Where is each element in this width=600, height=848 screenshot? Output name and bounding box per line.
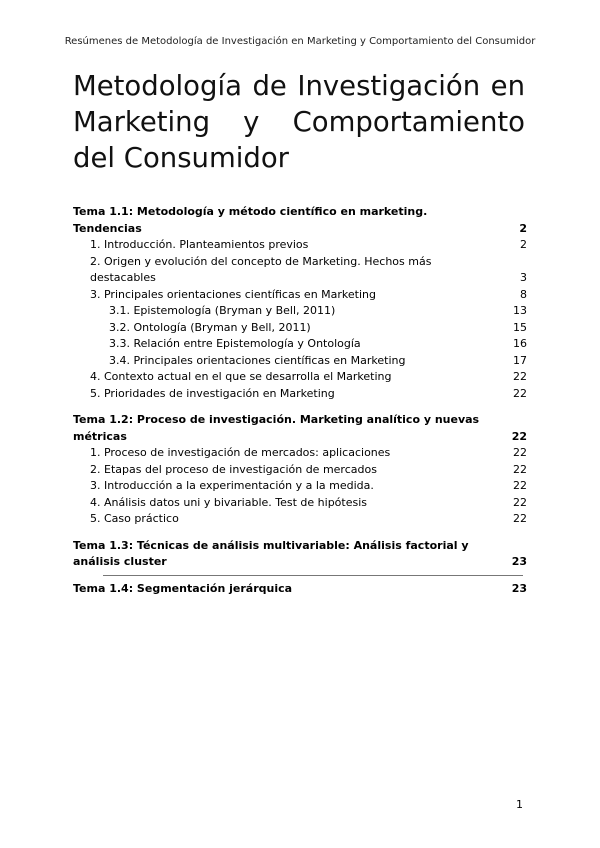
- toc-entry-page: 15: [513, 320, 527, 334]
- toc-entry-page: 22: [513, 495, 527, 509]
- toc-entry-label: 4. Análisis datos uni y bivariable. Test de hipótesis: [90, 495, 368, 509]
- toc-entry[interactable]: [73, 462, 527, 479]
- toc-entry-page: 22: [513, 386, 527, 400]
- toc-entry[interactable]: [73, 353, 527, 370]
- toc-entry-page: 22: [513, 446, 527, 459]
- toc-entry[interactable]: [73, 287, 527, 304]
- toc-entry-label: Tema 1.4: Segmentación jerárquica: [73, 581, 293, 595]
- toc-entry[interactable]: [73, 495, 527, 512]
- toc-entry-label: 3.2. Ontología (Bryman y Bell, 2011): [109, 320, 311, 334]
- toc-entry-page: 2: [519, 221, 527, 235]
- toc-entry[interactable]: [73, 386, 527, 403]
- toc-entry[interactable]: [73, 336, 527, 353]
- toc-entry-page: 23: [511, 555, 527, 568]
- running-header: Resúmenes de Metodología de Investigación en Marketing y Comportamiento del Consumidor: [64, 36, 536, 47]
- toc-entry-page: 2: [520, 238, 527, 251]
- toc-entry-label: 1. Introducción. Planteamientos previos: [90, 238, 309, 251]
- toc-entry-label: 2. Origen y evolución del concepto de Marketing. Hechos más destacables: [90, 254, 432, 284]
- toc-entry-page: 3: [520, 271, 527, 284]
- toc-entry-page: 22: [513, 479, 527, 492]
- toc-entry-label: 5. Prioridades de investigación en Marketing: [90, 386, 335, 400]
- toc-entry-label: 3.3. Relación entre Epistemología y Ontología: [109, 337, 361, 350]
- toc-entry-label: 3.1. Epistemología (Bryman y Bell, 2011): [109, 304, 336, 317]
- toc-entry-label: Tema 1.3: Técnicas de análisis multivariable: Análisis factorial y análisis cluster: [73, 538, 469, 568]
- toc-section-entry[interactable]: [73, 538, 527, 571]
- toc-entry[interactable]: [73, 237, 527, 254]
- toc-entry-label: 2. Etapas del proceso de investigación de mercados: [90, 462, 377, 476]
- toc-entry-label: 4. Contexto actual en el que se desarrolla el Marketing: [90, 370, 392, 383]
- toc-section-entry[interactable]: [73, 412, 527, 445]
- toc-entry[interactable]: [73, 303, 527, 320]
- toc-entry-label: 3. Introducción a la experimentación y a la medida.: [90, 479, 374, 492]
- toc-entry-label: Tema 1.2: Proceso de investigación. Marketing analítico y nuevas métricas: [73, 413, 480, 443]
- toc-entry-page: 13: [513, 304, 527, 317]
- table-of-contents: [73, 204, 527, 597]
- toc-entry-label: 3. Principales orientaciones científicas en Marketing: [90, 287, 376, 301]
- toc-entry-page: 22: [511, 429, 527, 443]
- toc-entry-label: 5. Caso práctico: [90, 512, 179, 525]
- toc-entry-page: 22: [513, 370, 527, 383]
- toc-entry-page: 17: [513, 353, 527, 367]
- toc-entry[interactable]: [73, 254, 527, 287]
- toc-entry-label: 1. Proceso de investigación de mercados: aplicaciones: [90, 446, 391, 459]
- divider: [103, 575, 523, 576]
- toc-entry[interactable]: [73, 511, 527, 528]
- toc-entry-page: 16: [513, 337, 527, 350]
- toc-entry[interactable]: [73, 320, 527, 337]
- toc-section-entry[interactable]: [73, 204, 527, 237]
- toc-entry-label: 3.4. Principales orientaciones científicas en Marketing: [109, 353, 406, 367]
- toc-entry-page: 22: [513, 462, 527, 476]
- document-title: Metodología de Investigación en Marketing y Comportamiento del Consumidor: [73, 70, 525, 174]
- page-number: 1: [516, 798, 523, 811]
- toc-entry-label: Tema 1.1: Metodología y método científico en marketing. Tendencias: [73, 205, 428, 235]
- toc-section-entry[interactable]: [73, 581, 527, 598]
- toc-entry[interactable]: [73, 369, 527, 386]
- toc-entry-page: 8: [520, 287, 527, 301]
- toc-entry[interactable]: [73, 445, 527, 462]
- toc-entry-page: 22: [513, 512, 527, 525]
- toc-entry-page: 23: [511, 581, 527, 595]
- toc-entry[interactable]: [73, 478, 527, 495]
